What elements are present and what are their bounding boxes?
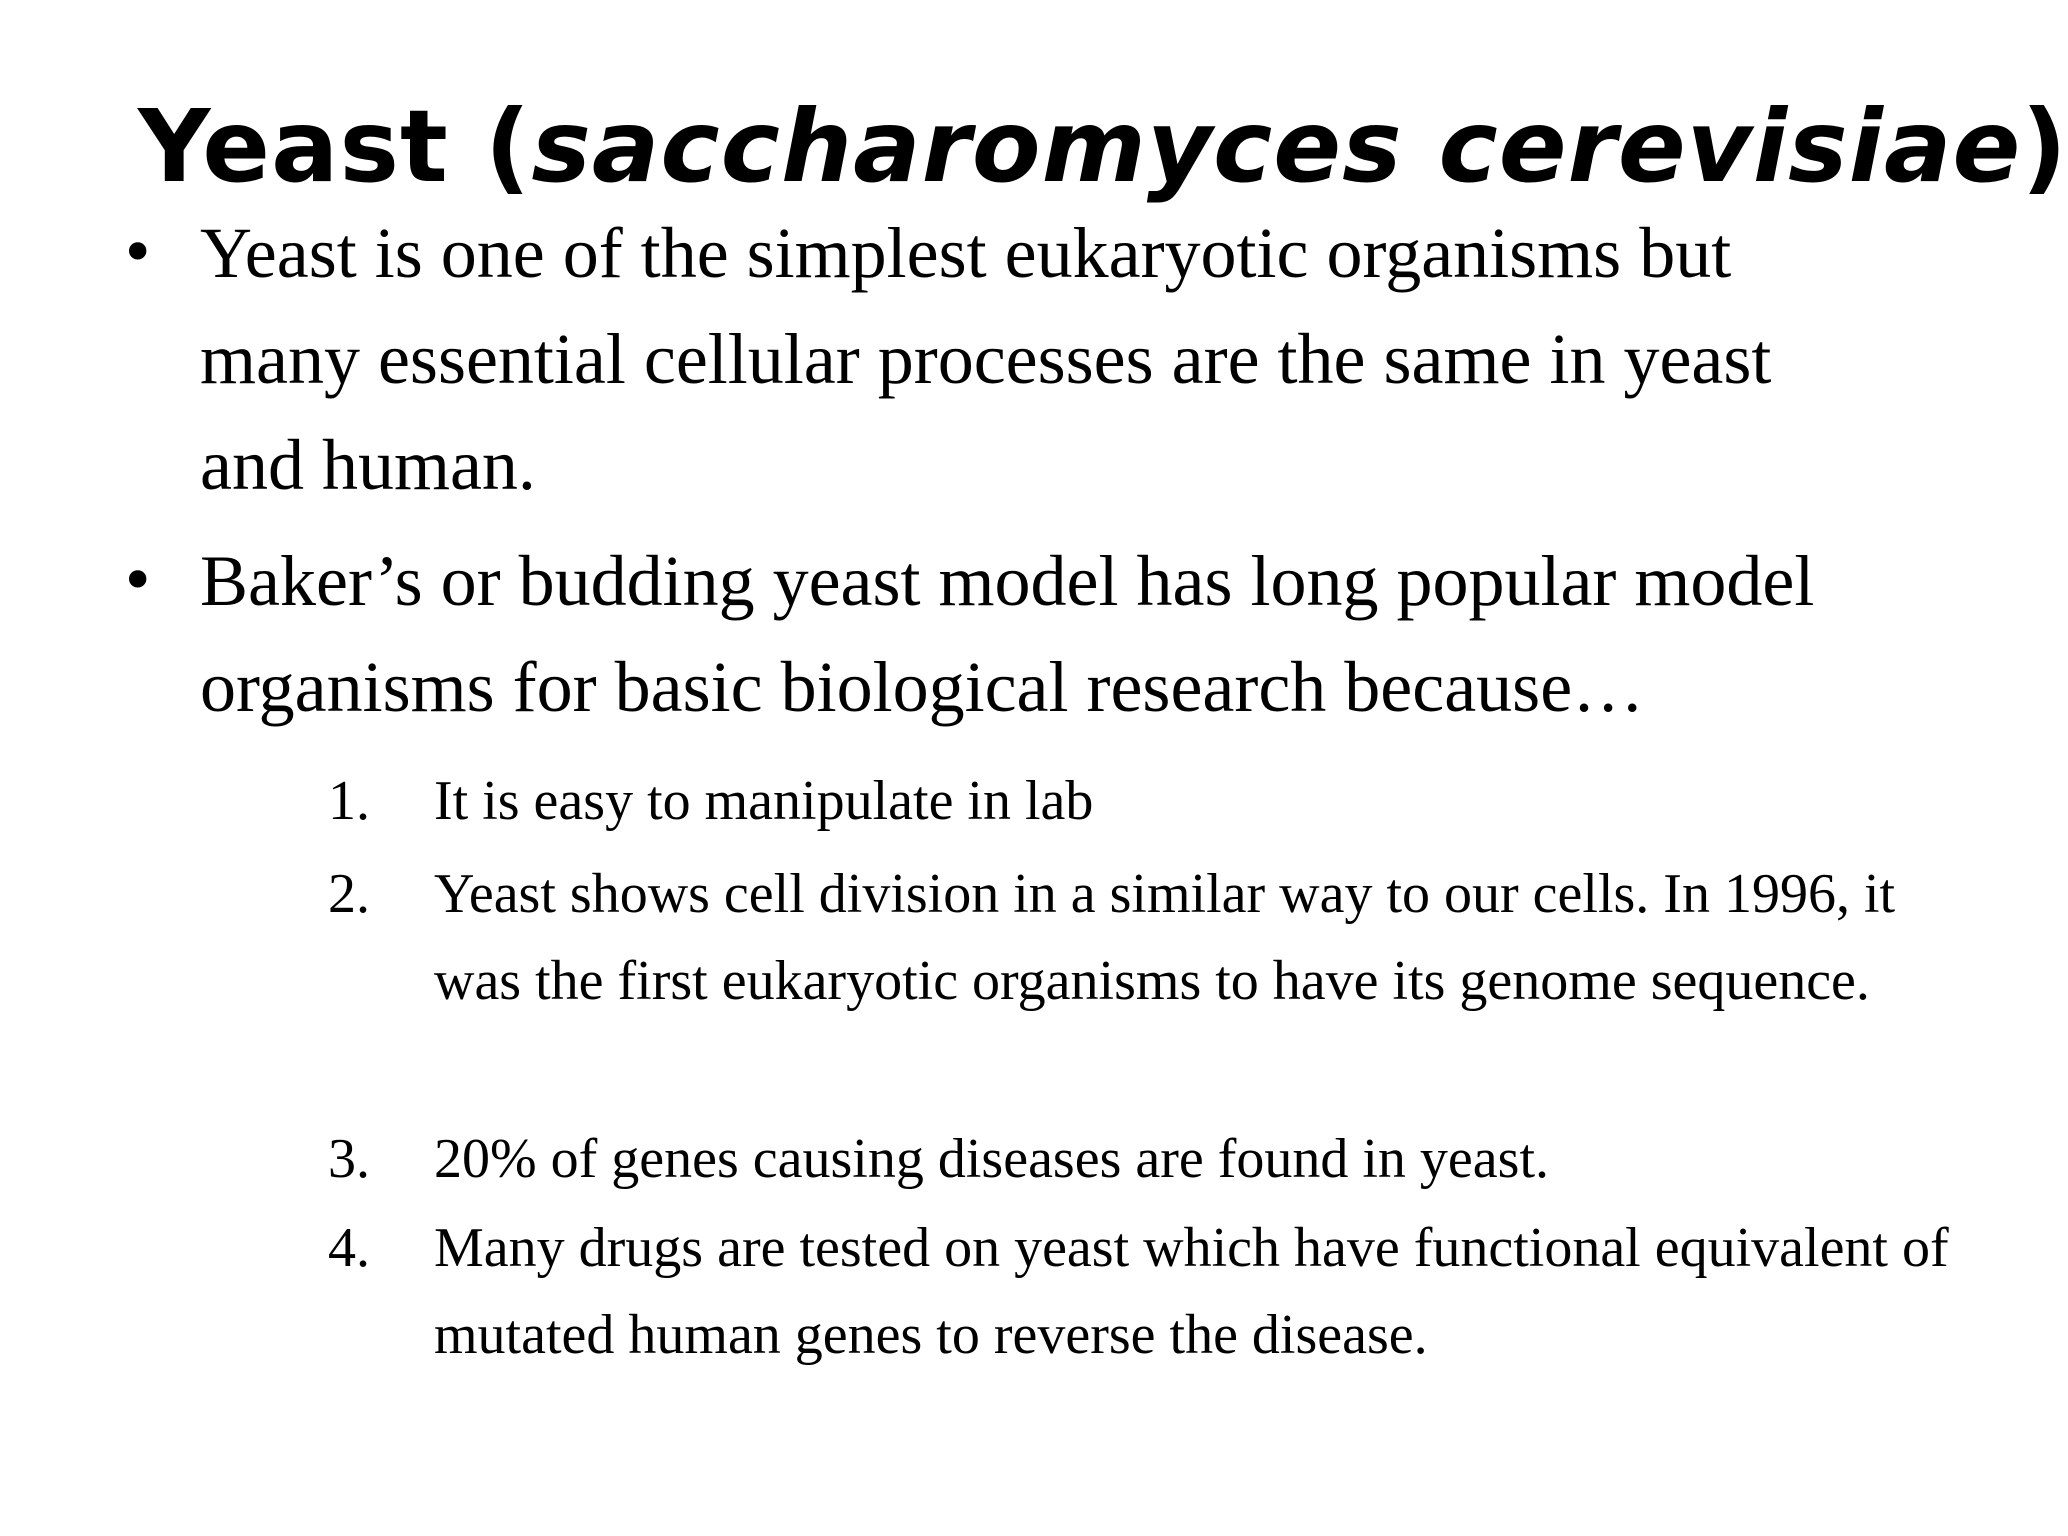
title-open-paren: ( <box>484 88 532 205</box>
reason-text: 20% of genes causing diseases are found in yeast. <box>434 1128 1549 1190</box>
reason-text: Yeast shows cell division in a similar way to our cells. In 1996, it was the first eukaryotic organisms to have its genome sequence. <box>434 863 1896 1012</box>
bullet-dot-icon: • <box>120 546 156 616</box>
reason-text: Many drugs are tested on yeast which have functional equivalent of mutated human genes to reverse the disease. <box>434 1217 1949 1366</box>
bullet-text: Baker’s or budding yeast model has long popular model organisms for basic biological research because… <box>200 541 1815 727</box>
reason-text: It is easy to manipulate in lab <box>434 770 1094 832</box>
title-close-paren: ) <box>2021 88 2068 205</box>
reason-item <box>328 1205 1974 1379</box>
reason-number: 2. <box>328 863 370 925</box>
reason-item <box>328 758 1974 845</box>
reason-number: 3. <box>328 1128 370 1190</box>
reason-item <box>328 1116 1974 1203</box>
bullet-item-similarity <box>120 200 1880 518</box>
bullet-item-model-organism <box>120 528 1880 740</box>
title-scientific-name: saccharomyces cerevisiae <box>531 88 2022 205</box>
bullet-text: Yeast is one of the simplest eukaryotic organisms but many essential cellular processes are the same in yeast and human. <box>200 213 1772 505</box>
reason-item <box>328 851 1974 1025</box>
bullet-dot-icon: • <box>120 218 156 288</box>
title-main: Yeast <box>138 88 449 205</box>
reason-number: 4. <box>328 1217 370 1279</box>
reason-number: 1. <box>328 770 370 832</box>
